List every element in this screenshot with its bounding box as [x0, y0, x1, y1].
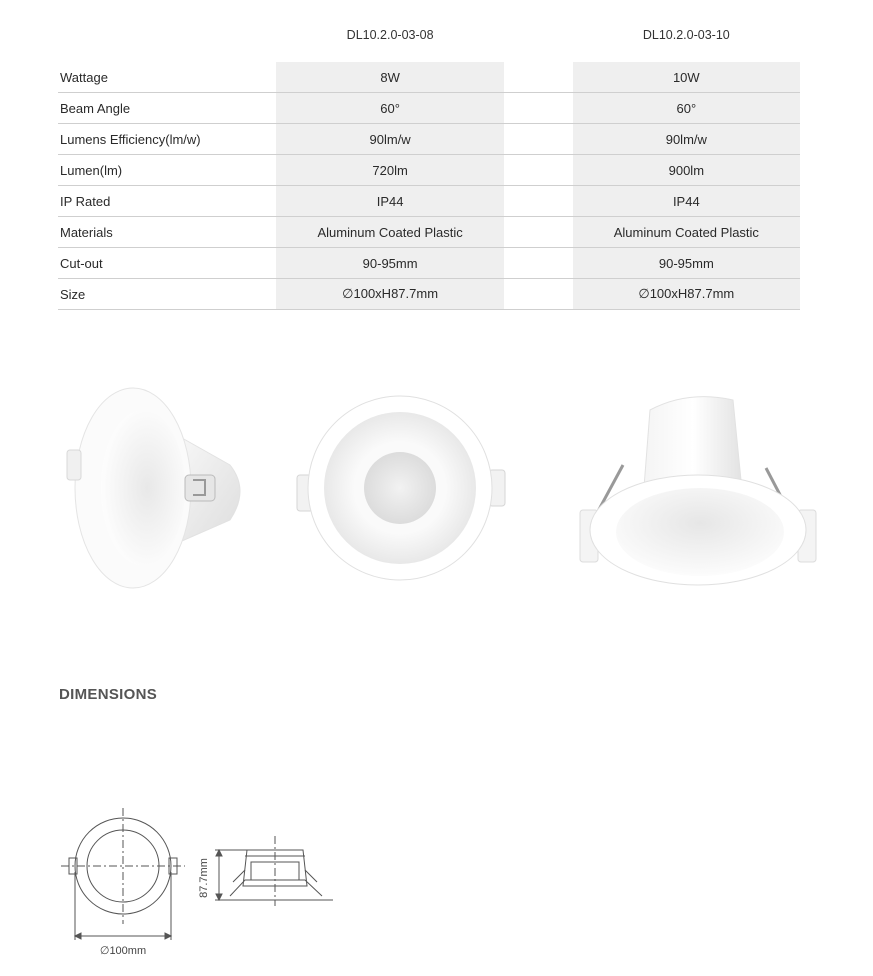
row-value-model-1: Aluminum Coated Plastic: [276, 217, 503, 247]
row-label: Materials: [60, 224, 113, 240]
table-row: [58, 248, 800, 279]
row-value-model-2: IP44: [573, 186, 800, 216]
table-row: [58, 62, 800, 93]
downlight-side-view-image: [55, 380, 255, 590]
row-value-model-1: 60°: [276, 93, 503, 123]
downlight-front-view-image: [295, 390, 510, 590]
model-header-1: DL10.2.0-03-08: [346, 28, 434, 42]
row-label: Lumen(lm): [60, 162, 123, 178]
row-value-model-1: IP44: [276, 186, 503, 216]
table-row: [58, 217, 800, 248]
row-value-model-2: 60°: [573, 93, 800, 123]
table-header-row: [58, 16, 800, 54]
row-label: Lumens Efficiency(lm/w): [60, 131, 201, 147]
row-value-model-1: ∅100xH87.7mm: [276, 279, 503, 309]
row-value-model-2: 900lm: [573, 155, 800, 185]
table-row: [58, 279, 800, 310]
row-value-model-2: Aluminum Coated Plastic: [573, 217, 800, 247]
product-photos: [0, 370, 873, 600]
dimension-drawing: [55, 800, 335, 960]
table-row: [58, 124, 800, 155]
row-label: Beam Angle: [60, 100, 131, 116]
table-row: [58, 186, 800, 217]
row-value-model-1: 90lm/w: [276, 124, 503, 154]
row-value-model-2: 90-95mm: [573, 248, 800, 278]
downlight-angled-view-image: [578, 390, 823, 590]
row-value-model-1: 8W: [276, 62, 503, 92]
row-value-model-1: 720lm: [276, 155, 503, 185]
row-value-model-2: 90lm/w: [573, 124, 800, 154]
table-row: [58, 93, 800, 124]
diameter-label: ∅100mm: [99, 945, 147, 957]
model-header-2: DL10.2.0-03-10: [642, 28, 730, 42]
table-row: [58, 155, 800, 186]
spec-table: [58, 16, 800, 310]
height-label: 87.7mm: [198, 858, 210, 898]
header-blank: [58, 16, 276, 54]
row-label: Size: [60, 286, 86, 302]
row-label: IP Rated: [60, 193, 111, 209]
row-value-model-1: 90-95mm: [276, 248, 503, 278]
row-label: Cut-out: [60, 255, 103, 271]
row-value-model-2: ∅100xH87.7mm: [573, 279, 800, 309]
dimensions-heading: DIMENSIONS: [59, 686, 158, 703]
row-value-model-2: 10W: [573, 62, 800, 92]
row-label: Wattage: [60, 69, 108, 85]
